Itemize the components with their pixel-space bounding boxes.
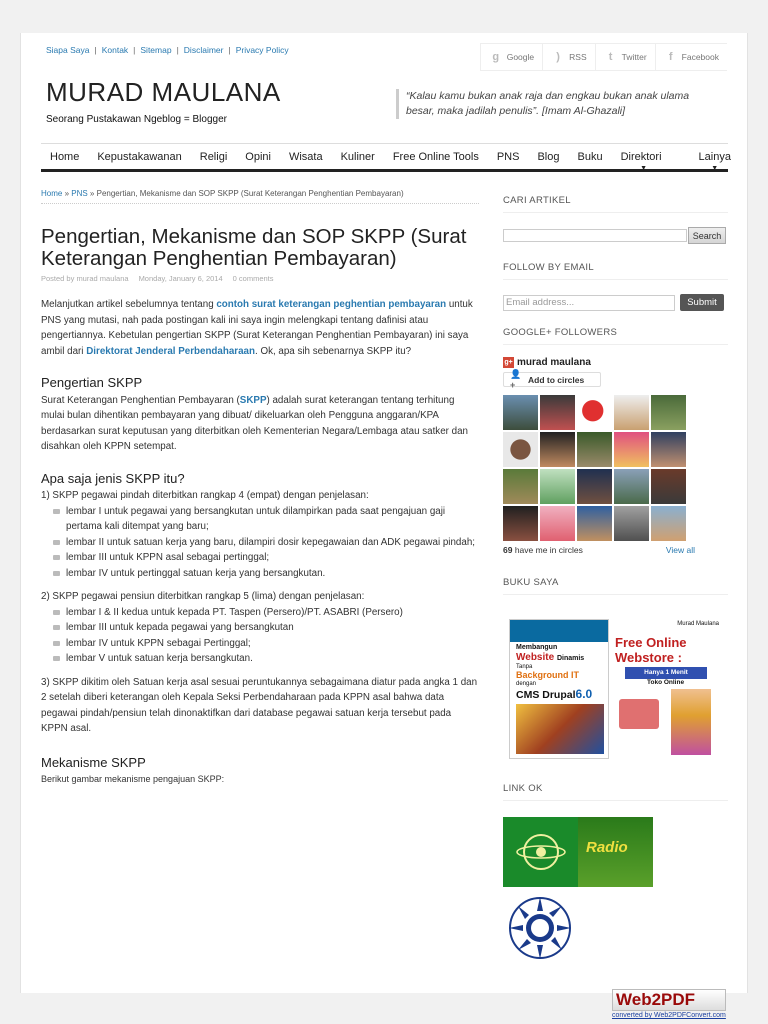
nav-buku[interactable]: Buku: [577, 150, 603, 163]
para-jenis-2: 2) SKPP pegawai pensiun diterbitkan rangkap 5 (lima) dengan penjelasan:: [41, 591, 365, 602]
main-content: [41, 183, 479, 788]
avatar[interactable]: [503, 506, 538, 541]
para-definition: Surat Keterangan Penghentian Pembayaran (SKPP) adalah surat keterangan tentang terhitung mulai bulan dihentikan pembayaran yang dibuat/ dikeluarkan oleh Pengguna anggaran/KPA berdasarkan surat keputusan yang diterbitkan oleh Kementerian Negara/Lembaga atau satker dan disahkan oleh KPPN setempat.: [41, 394, 468, 452]
gplus-profile[interactable]: g+ murad maulana: [504, 357, 591, 368]
para-jenis-1: 1) SKPP pegawai pindah diterbitkan rangkap 4 (empat) dengan penjelasan:: [41, 490, 369, 501]
nav-home[interactable]: Home: [50, 150, 80, 163]
avatar[interactable]: [614, 395, 649, 430]
top-link-sitemap[interactable]: Sitemap: [140, 45, 172, 55]
nav-kepustakawanan[interactable]: Kepustakawanan: [97, 150, 182, 163]
social-twitter[interactable]: t Twitter: [595, 44, 655, 70]
follower-avatars: [503, 395, 728, 541]
site-title[interactable]: MURAD MAULANA: [46, 77, 281, 107]
sidebar-title-link: LINK OK: [503, 783, 728, 801]
breadcrumb-pns[interactable]: PNS: [71, 189, 88, 198]
post-intro: Melanjutkan artikel sebelumnya tentang contoh surat keterangan peghentian pembayaran untuk PNS yang mutasi, nah pada postingan kali ini saya ingin melengkapi tentang dafinisi atau pengertiannya. Kebetulan pengertian SKPP (Surat Keterangan Penghentian Pembayaran) ini saya ambil dari Direktorat Jenderal Perbendaharaan. Ok, apa sih sebenarnya SKPP itu?: [41, 299, 473, 357]
avatar[interactable]: [503, 432, 538, 467]
web2pdf-link[interactable]: converted by Web2PDFConvert.com: [612, 1012, 726, 1019]
avatar[interactable]: [577, 395, 612, 430]
avatar[interactable]: [614, 506, 649, 541]
avatar[interactable]: [577, 469, 612, 504]
list-item: lembar IV untuk KPPN sebagai Pertinggal;: [51, 636, 479, 652]
link-banner-nu[interactable]: [503, 817, 653, 887]
social-rss[interactable]: ) RSS: [542, 44, 594, 70]
avatar[interactable]: [614, 432, 649, 467]
facebook-icon: f: [668, 51, 673, 63]
book-cover-webstore[interactable]: Murad Maulana Free Online Webstore : Hanya 1 Menit Toko Online: [611, 619, 723, 759]
breadcrumb-home[interactable]: Home: [41, 189, 63, 198]
avatar[interactable]: [651, 506, 686, 541]
list-item: lembar IV untuk pertinggal satuan kerja yang bersangkutan.: [51, 566, 479, 582]
top-links: Siapa Saya | Kontak | Sitemap | Disclaimer | Privacy Policy: [46, 45, 289, 55]
top-link-kontak[interactable]: Kontak: [101, 45, 129, 55]
radio-banner[interactable]: Radio: [578, 817, 653, 887]
avatar[interactable]: [614, 469, 649, 504]
top-link-privacy-policy[interactable]: Privacy Policy: [235, 45, 289, 55]
google-icon: g: [492, 51, 500, 63]
link-direktorat[interactable]: Direktorat Jenderal Perbendaharaan: [86, 345, 255, 357]
google-plus-icon: g+: [504, 359, 513, 366]
search-button[interactable]: Search: [688, 227, 726, 244]
list-item: lembar III untuk KPPN asal sebagai pertinggal;: [51, 550, 479, 566]
nav-wisata[interactable]: Wisata: [288, 150, 323, 163]
avatar[interactable]: [540, 395, 575, 430]
avatar[interactable]: [651, 395, 686, 430]
avatar[interactable]: [540, 432, 575, 467]
sidebar: [503, 183, 728, 965]
sidebar-title-follow: FOLLOW BY EMAIL: [503, 262, 728, 280]
list-jenis-1: [51, 504, 479, 582]
nav-pns[interactable]: PNS: [496, 150, 520, 163]
avatar[interactable]: [577, 432, 612, 467]
book-cover-drupal[interactable]: Membangun Website Dinamis Tanpa Background IT dengan CMS Drupal6.0: [509, 619, 609, 759]
breadcrumb-current: Pengertian, Mekanisme dan SOP SKPP (Surat Keterangan Penghentian Pembayaran): [96, 189, 404, 198]
list-jenis-2: [51, 605, 479, 667]
sidebar-title-search: CARI ARTIKEL: [503, 195, 728, 213]
add-to-circles-button[interactable]: 👤+ Add to circles: [503, 372, 601, 387]
nav-blog[interactable]: Blog: [537, 150, 560, 163]
book-promo[interactable]: [503, 619, 725, 763]
main-nav: [41, 143, 731, 172]
circles-summary: 69 have me in circles View all: [503, 545, 695, 555]
email-field[interactable]: Email address...: [503, 295, 675, 311]
site-tagline: Seorang Pustakawan Ngeblog = Blogger: [46, 114, 227, 125]
heading-mekanisme: Mekanisme SKPP: [41, 754, 146, 770]
link-contoh-surat[interactable]: contoh surat keterangan peghentian pembayaran: [216, 299, 447, 310]
heading-jenis: Apa saja jenis SKPP itu?: [41, 470, 185, 486]
nav-lainya[interactable]: Lainya ▼: [698, 150, 731, 172]
list-item: lembar I untuk pegawai yang bersangkutan untuk dilampirkan pada saat pengajuan gaji pertama kali ditempat yang baru;: [51, 504, 479, 535]
list-item: lembar I & II kedua untuk kepada PT. Taspen (Persero)/PT. ASABRI (Persero): [51, 605, 479, 621]
avatar[interactable]: [651, 432, 686, 467]
link-skpp[interactable]: SKPP: [239, 394, 267, 406]
nav-direktori[interactable]: Direktori ▼: [620, 150, 662, 172]
view-all-link[interactable]: View all: [665, 545, 695, 555]
avatar[interactable]: [540, 469, 575, 504]
breadcrumb: Home » PNS » Pengertian, Mekanisme dan SOP SKPP (Surat Keterangan Penghentian Pembayaran): [41, 183, 479, 204]
social-google[interactable]: g Google: [480, 44, 542, 70]
social-facebook[interactable]: f Facebook: [655, 44, 727, 70]
top-link-siapa-saya[interactable]: Siapa Saya: [46, 45, 90, 55]
nav-kuliner[interactable]: Kuliner: [340, 150, 375, 163]
search-input[interactable]: [503, 229, 687, 242]
sidebar-title-gplus: GOOGLE+ FOLLOWERS: [503, 327, 728, 345]
site-brand: [46, 77, 281, 125]
submit-button[interactable]: Submit: [680, 294, 724, 311]
rss-icon: ): [556, 51, 560, 63]
post-comments[interactable]: 0 comments: [232, 274, 274, 283]
list-item: lembar II untuk satuan kerja yang baru, dilampiri dosir kepegawaian dan ADK pegawai pindah;: [51, 535, 479, 551]
web2pdf-logo: Web2PDF: [612, 989, 726, 1011]
list-item: lembar III untuk kepada pegawai yang bersangkutan: [51, 620, 479, 636]
social-links: [480, 43, 727, 71]
avatar[interactable]: [651, 469, 686, 504]
sidebar-title-book: BUKU SAYA: [503, 577, 728, 595]
heading-pengertian: Pengertian SKPP: [41, 375, 143, 390]
post-author[interactable]: Posted by murad maulana: [41, 274, 129, 283]
email-form: [503, 294, 728, 311]
add-person-icon: 👤+: [510, 369, 522, 390]
avatar[interactable]: [540, 506, 575, 541]
post-date[interactable]: Monday, January 6, 2014: [138, 274, 223, 283]
list-item: lembar V untuk satuan kerja bersangkutan.: [51, 651, 479, 667]
caret-down-icon: ▼: [640, 164, 648, 172]
nav-opini[interactable]: Opini: [245, 150, 271, 163]
top-link-disclaimer[interactable]: Disclaimer: [183, 45, 224, 55]
muhammadiyah-logo-icon[interactable]: [503, 891, 577, 965]
avatar[interactable]: [503, 469, 538, 504]
web2pdf-badge[interactable]: [612, 989, 726, 1019]
avatar[interactable]: [503, 395, 538, 430]
para-jenis-3: 3) SKPP dikitim oleh Satuan kerja asal sesuai peruntukannya sebagaimana diatur pada angka 1 dan 2 setelah diberi keterangan oleh Kepala Seksi Perbendaharaan pada KPPN asal bahwa data pegawai pindah/pensiun telah dinonaktifkan dari database pegawai satuan kerja tersebut pada KPPN asal.: [41, 676, 478, 734]
nu-logo-icon: [503, 817, 578, 887]
twitter-icon: t: [608, 51, 613, 63]
header-quote: “Kalau kamu bukan anak raja dan engkau bukan anak ulama besar, maka jadilah penulis”. [Imam Al-Ghazali]: [396, 89, 716, 119]
post-title: Pengertian, Mekanisme dan SOP SKPP (Surat Keterangan Penghentian Pembayaran): [41, 225, 467, 270]
page-container: [20, 33, 748, 993]
post-body: [41, 297, 479, 788]
nav-free-online-tools[interactable]: Free Online Tools: [392, 150, 479, 163]
post-meta: [41, 274, 479, 283]
avatar[interactable]: [577, 506, 612, 541]
search-form: [503, 227, 728, 244]
caret-down-icon: ▼: [711, 164, 719, 172]
circles-count: 69: [503, 545, 513, 555]
nav-religi[interactable]: Religi: [199, 150, 228, 163]
para-mekanisme: Berikut gambar mekanisme pengajuan SKPP:: [41, 774, 225, 784]
